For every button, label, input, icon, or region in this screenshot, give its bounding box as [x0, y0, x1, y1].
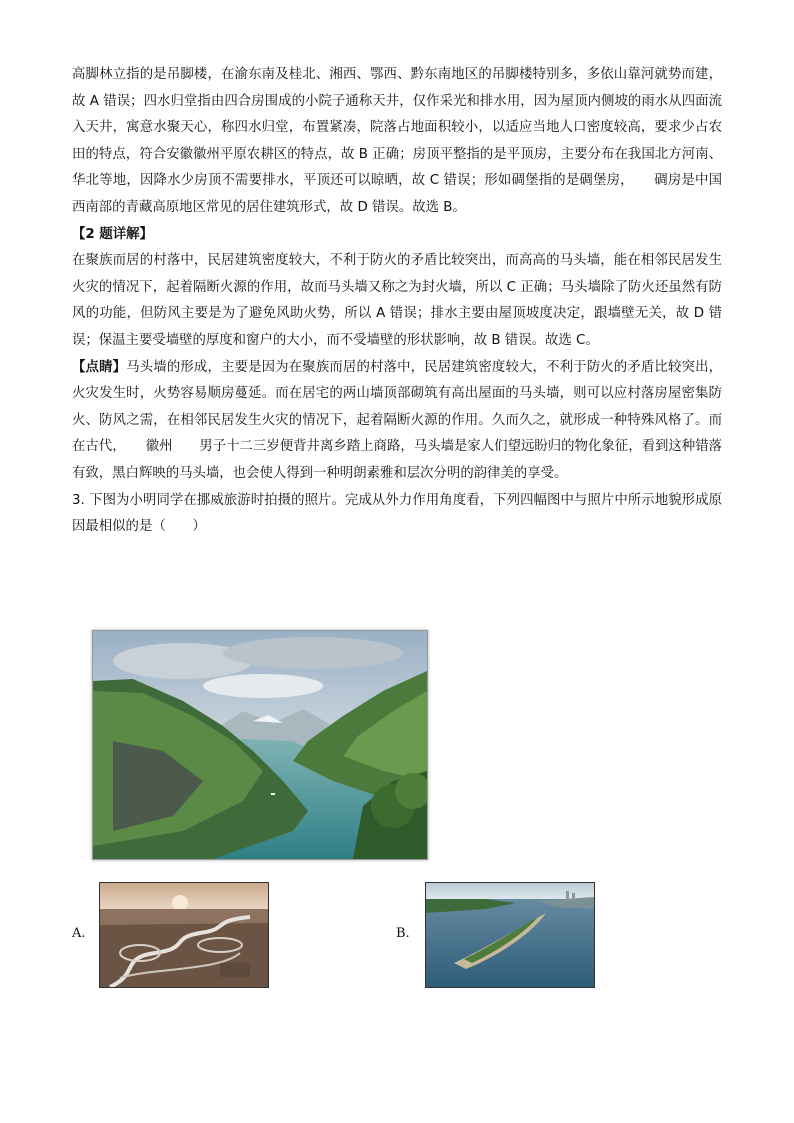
paragraph-q1-explanation: 高脚林立指的是吊脚楼，在渝东南及桂北、湘西、鄂西、黔东南地区的吊脚楼特别多，多依山靠河就势而建，故 A 错误；四水归堂指由四合房围成的小院子通称天井，仅作采光和排水用，因为屋顶内侧坡的雨水从四面流入天井，寓意水聚天心，称四水归堂，布置紧凑，院落占地面积较小，以适应当地人口密度较高，要求少占农田的特点，符合安徽徽州平原农耕区的特点，故 B 正确；房顶平整指的是平顶房，主要分布在我国北方河南、华北等地，因降水少房顶不需要排水，平顶还可以晾晒，故 C 错误；形如碉堡指的是碉堡房， 碉房是中国西南部的青藏高原地区常见的居住建筑形式，故 D 错误。故选 B。	[72, 67, 722, 215]
paragraph-q2	[72, 222, 722, 249]
option-b-image[interactable]	[425, 882, 595, 988]
fjord-photo-illustration	[93, 631, 427, 859]
key-point-text: 马头墙的形成，主要是因为在聚族而居的村落中，民居建筑密度较大，不利于防火的矛盾比较突出，火灾发生时，火势容易顺房蔓延。而在居宅的两山墙顶部砌筑有高出屋面的马头墙，则可以应村落房屋密集防火、防风之需，在相邻民居发生火灾的情况下，起着隔断火源的作用。久而久之，就形成一种特殊风格了。而在古代， 徽州 男子十二三岁便背井离乡踏上商路，马头墙是家人们望远盼归的物化象征，看到这种错落有致，黑白辉映的马头墙，也会使人得到一种明朗素雅和层次分明的韵律美的享受。	[72, 359, 723, 481]
section-heading-key-point: 【点睛】	[72, 359, 127, 375]
meandering-river-illustration	[100, 883, 268, 987]
section-heading-q2: 【2 题详解】	[72, 226, 153, 242]
question-3: 3. 下图为小明同学在挪威旅游时拍摄的照片。完成从外力作用角度看，下列四幅图中与照片中所示地貌形成原因最相似的是（ ）	[72, 492, 722, 535]
paragraph-q2-explanation: 在聚族而居的村落中，民居建筑密度较大，不利于防火的矛盾比较突出，而高高的马头墙，能在相邻民居发生火灾的情况下，起着隔断火源的作用，故而马头墙又称之为封火墙，所以 C 正确；马头墙除了防火还虽然有防风的功能，但防风主要是为了避免风助火势，所以 A 错误；排水主要由屋顶坡度决定，跟墙壁无关，故 D 错误；保温主要受墙壁的厚度和窗户的大小，而不受墙壁的形状影响，故 B 错误。故选 C。	[72, 253, 722, 348]
fjord-photo	[92, 630, 428, 860]
river-island-illustration	[426, 883, 594, 987]
option-b-label: B.	[396, 926, 410, 941]
option-a-label: A.	[72, 926, 86, 941]
document-body	[72, 62, 722, 541]
option-a-image[interactable]	[99, 882, 269, 988]
paragraph-key-point	[72, 355, 722, 488]
